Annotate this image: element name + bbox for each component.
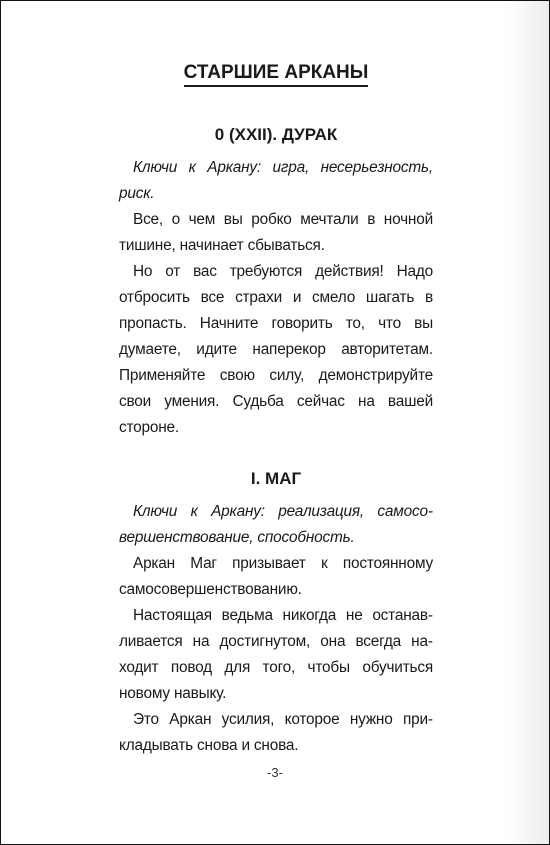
arcana-section-fool — [119, 123, 433, 441]
arcana-keys: Ключи к Аркану: игра, несерьезность, риск. — [119, 159, 433, 202]
paragraph: Все, о чем вы робко мечтали в ночной тишине, начинает сбываться. — [119, 211, 433, 254]
page-content — [119, 53, 433, 759]
paragraph: Аркан Маг призывает к постоянному самосовершенствованию. — [119, 555, 433, 598]
arcana-title: I. МАГ — [250, 469, 302, 488]
paragraph: Настоящая ведьма никогда не останавливается на достигнутом, она всегда находит повод для того, чтобы обучиться новому навыку. — [119, 607, 433, 702]
paragraph: Но от вас требуются действия! Надо отбросить все страхи и смело шагать в пропасть. Начните говорить то, что вы думаете, идите наперекор авторитетам. Применяйте свою силу, демонстрируйте свои умения. Судьба сейчас на вашей стороне. — [119, 263, 433, 436]
arcana-section-magician — [119, 467, 433, 759]
chapter-title: СТАРШИЕ АРКАНЫ — [119, 53, 433, 93]
arcana-title: 0 (XXII). ДУРАК — [214, 125, 338, 144]
paragraph: Это Аркан усилия, которое нужно прикладывать снова и снова. — [119, 711, 433, 754]
arcana-keys: Ключи к Аркану: реализация, самосовершенствование, способность. — [119, 503, 433, 546]
page-number: -3- — [267, 765, 283, 780]
